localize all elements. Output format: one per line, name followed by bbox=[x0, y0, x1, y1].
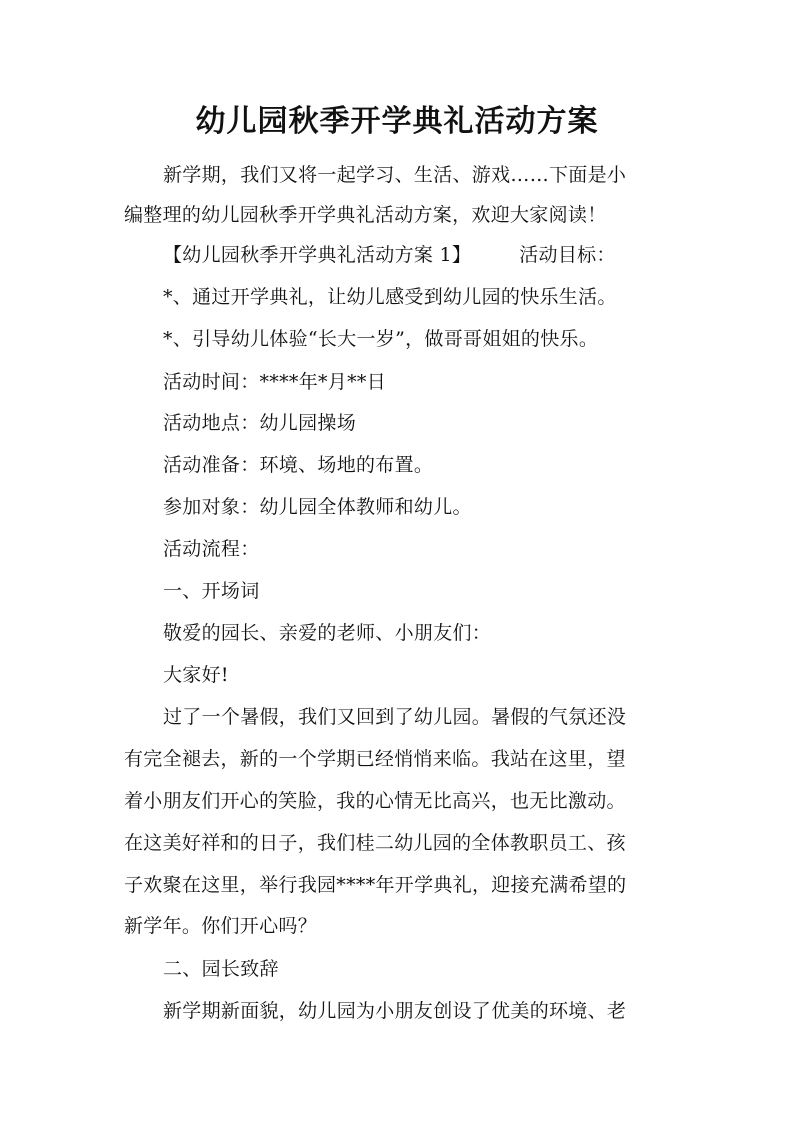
intro-line-1: 新学期，我们又将一起学习、生活、游戏……下面是小 bbox=[163, 164, 627, 186]
para1-line-5: 子欢聚在这里，举行我园****年开学典礼，迎接充满希望的 bbox=[124, 874, 627, 896]
section-heading-row bbox=[163, 242, 616, 268]
greeting: 敬爱的园长、亲爱的老师、小朋友们： bbox=[163, 622, 492, 644]
activity-place: 活动地点：幼儿园操场 bbox=[163, 412, 357, 434]
para1-line-2: 有完全褪去，新的一个学期已经悄悄来临。我站在这里，望 bbox=[124, 748, 626, 770]
para1-line-3: 着小朋友们开心的笑脸，我的心情无比高兴，也无比激动。 bbox=[124, 790, 626, 812]
step-2-heading: 二、园长致辞 bbox=[163, 958, 279, 980]
goals-label: 活动目标： bbox=[519, 244, 616, 266]
step-1-heading: 一、开场词 bbox=[163, 580, 260, 602]
para1-line-4: 在这美好祥和的日子，我们桂二幼儿园的全体教职员工、孩 bbox=[124, 832, 626, 854]
activity-participants: 参加对象：幼儿园全体教师和幼儿。 bbox=[163, 496, 472, 518]
para2-line-1: 新学期新面貌，幼儿园为小朋友创设了优美的环境、老 bbox=[163, 1000, 627, 1022]
goal-2: *、引导幼儿体验“长大一岁”，做哥哥姐姐的快乐。 bbox=[163, 328, 599, 350]
hello: 大家好! bbox=[163, 664, 229, 686]
intro-line-2: 编整理的幼儿园秋季开学典礼活动方案，欢迎大家阅读！ bbox=[124, 204, 607, 226]
activity-preparation: 活动准备：环境、场地的布置。 bbox=[163, 454, 434, 476]
activity-time: 活动时间：****年*月**日 bbox=[163, 371, 387, 393]
document-title: 幼儿园秋季开学典礼活动方案 bbox=[195, 104, 599, 139]
para1-line-6: 新学年。你们开心吗？ bbox=[124, 915, 318, 937]
para1-line-1: 过了一个暑假，我们又回到了幼儿园。暑假的气氛还没 bbox=[163, 706, 627, 728]
goal-1: *、通过开学典礼，让幼儿感受到幼儿园的快乐生活。 bbox=[163, 286, 617, 308]
section-heading: 【幼儿园秋季开学典礼活动方案 1】 bbox=[163, 244, 472, 266]
process-label: 活动流程： bbox=[163, 538, 260, 560]
